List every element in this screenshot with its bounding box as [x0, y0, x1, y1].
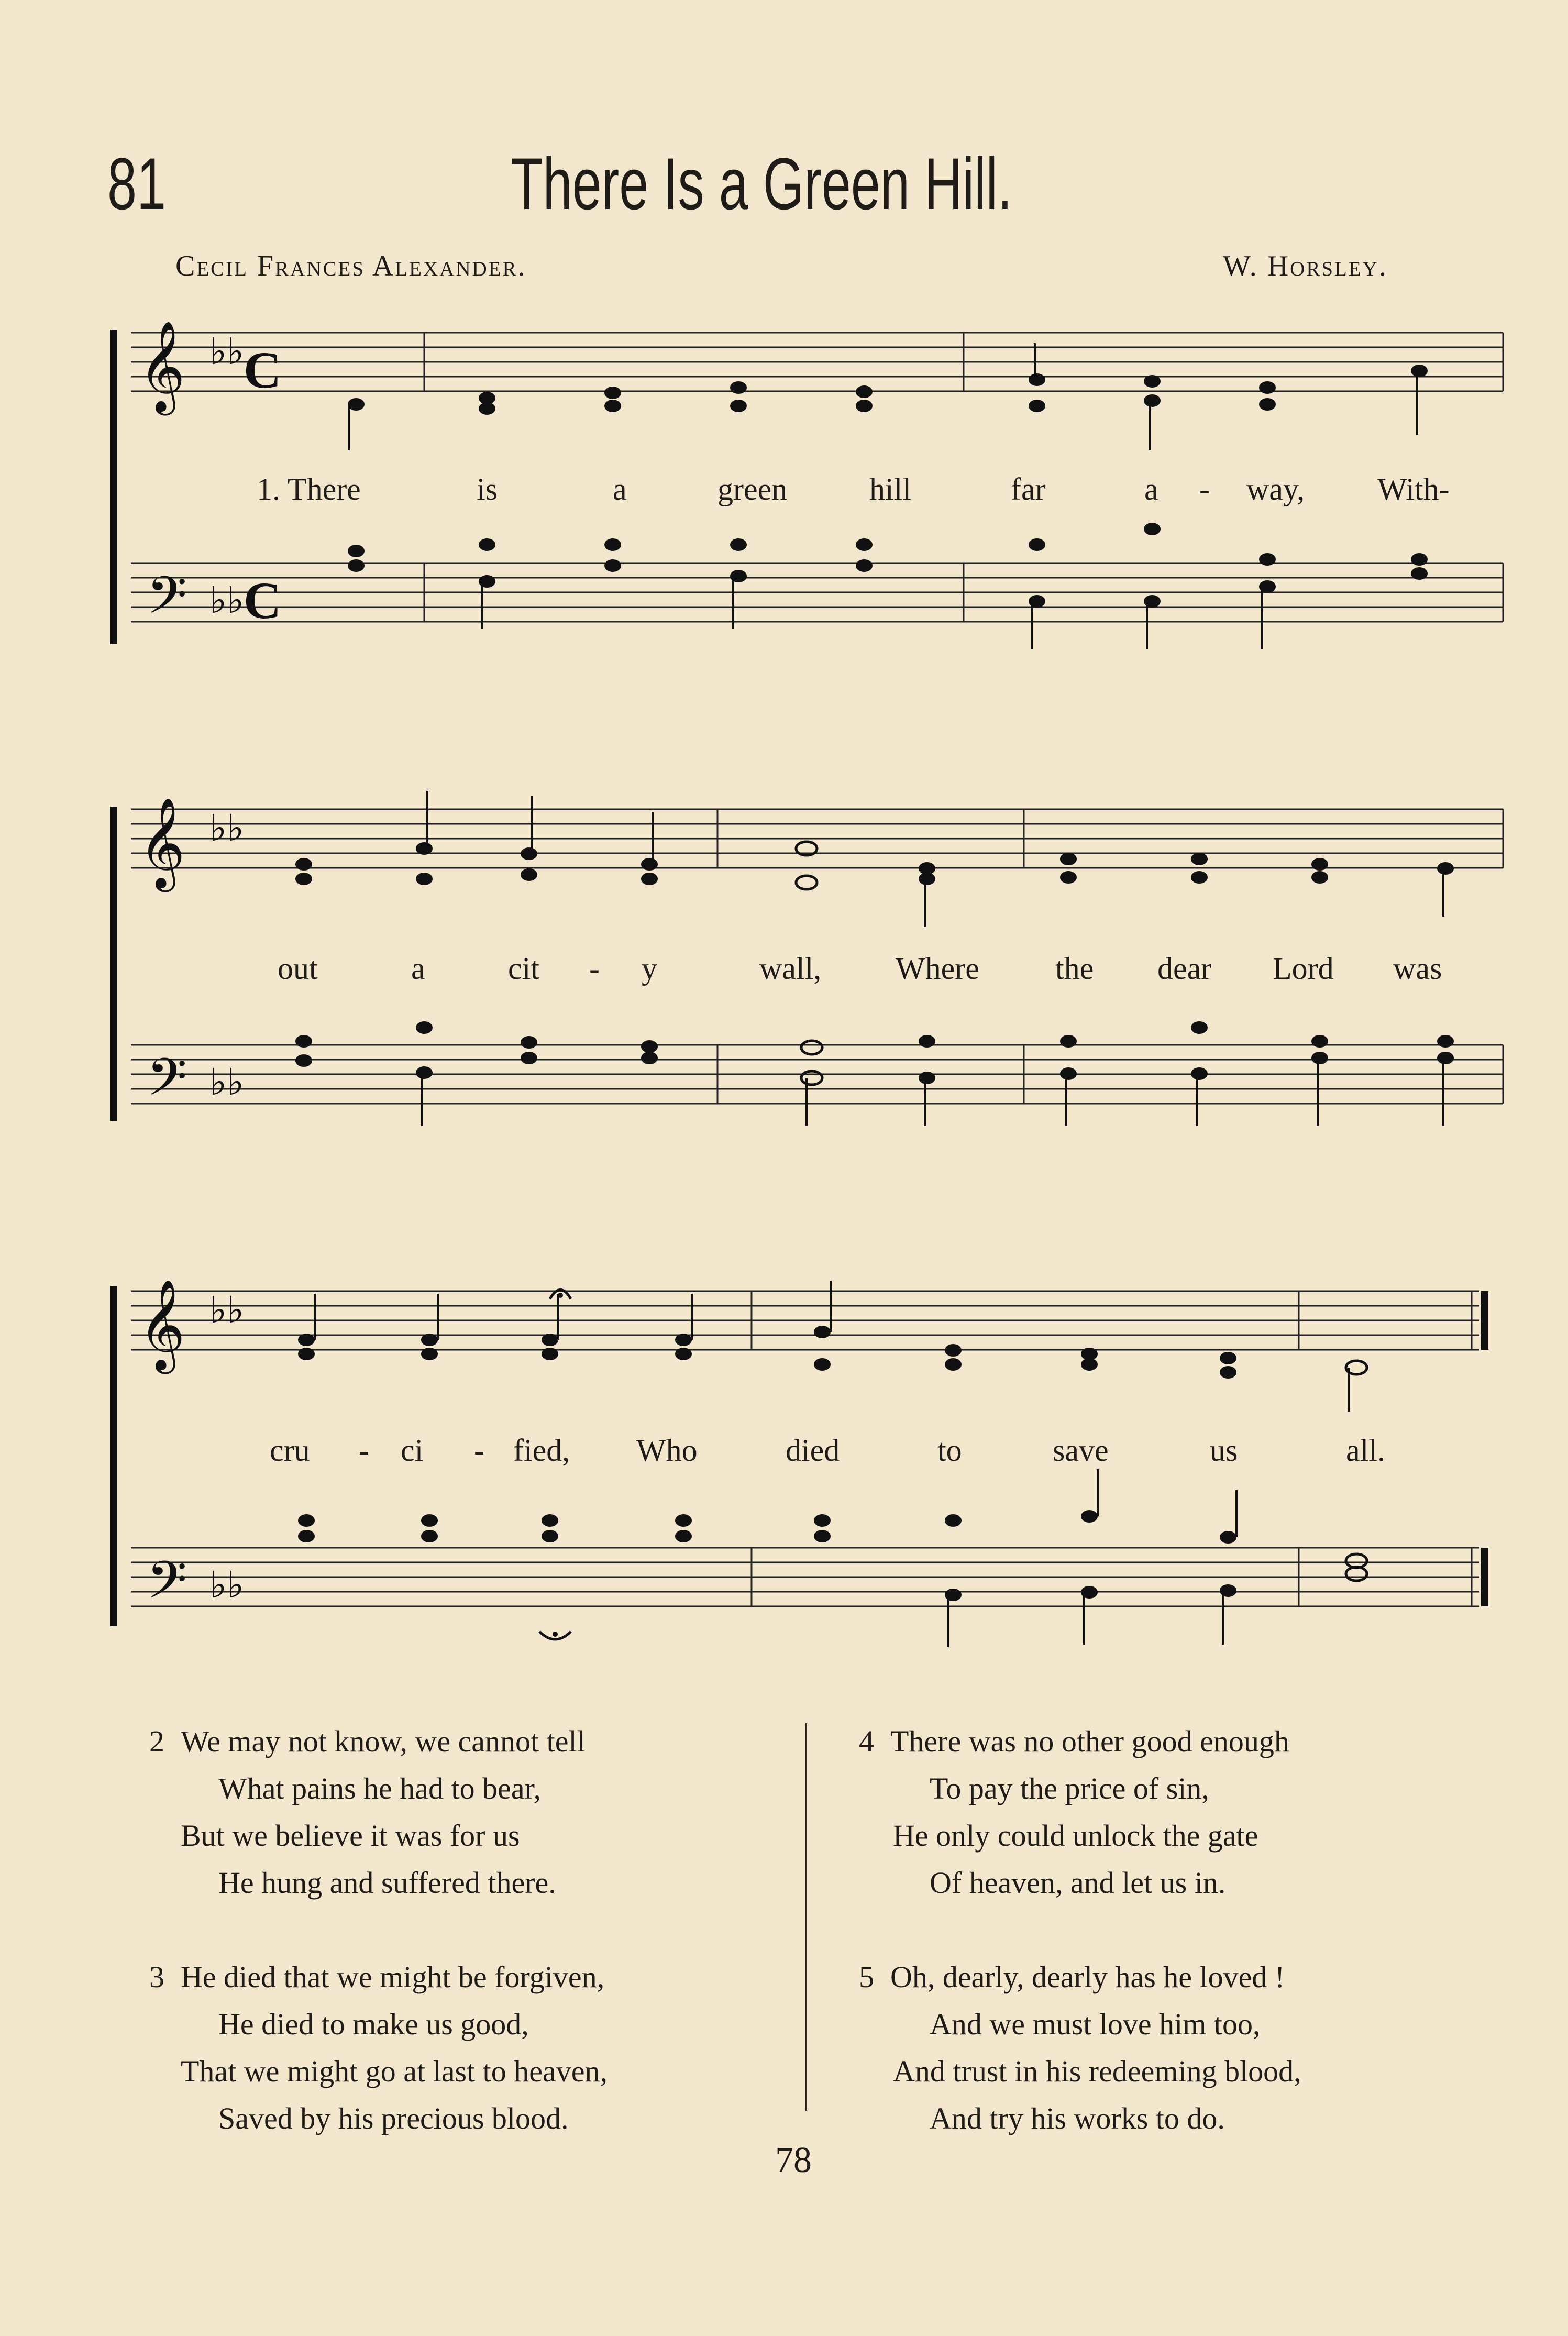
- stanza-number: 3: [149, 1960, 164, 1994]
- svg-text:♭♭: ♭♭: [209, 1563, 245, 1606]
- lyric-hyphen: -: [474, 1433, 484, 1468]
- stanza-line: But we believe it was for us: [181, 1819, 520, 1853]
- stanza-number: 2: [149, 1724, 164, 1758]
- lyric-word: is: [477, 472, 498, 506]
- svg-text:𝄞: 𝄞: [139, 321, 185, 412]
- stanza-number: 5: [859, 1960, 874, 1994]
- stanza-line: There was no other good enough: [890, 1724, 1289, 1758]
- lyric-word: Who: [636, 1433, 698, 1468]
- hymn-title: There Is a Green Hill.: [511, 142, 1012, 225]
- column-divider: [805, 1723, 807, 2111]
- page-number: 78: [775, 2140, 812, 2180]
- lyric-word: to: [937, 1433, 962, 1468]
- lyric-hyphen: -: [1199, 472, 1210, 506]
- stanza-4: [859, 1718, 1301, 1907]
- stanzas-left-column: [149, 1718, 608, 2189]
- svg-text:♭♭: ♭♭: [209, 579, 245, 622]
- svg-text:𝄢: 𝄢: [147, 566, 187, 638]
- stanza-5: [859, 1954, 1301, 2142]
- svg-text:𝄢: 𝄢: [147, 1550, 187, 1623]
- author-credit: Cecil Frances Alexander.: [175, 250, 527, 282]
- stanza-line: Of heaven, and let us in.: [930, 1866, 1226, 1900]
- lyric-word: With-: [1377, 472, 1450, 506]
- stanza-line: He died that we might be forgiven,: [181, 1960, 605, 1994]
- lyric-word: out: [278, 951, 318, 986]
- lyric-word: wall,: [759, 951, 822, 986]
- stanza-line: And trust in his redeeming blood,: [893, 2054, 1301, 2088]
- stanzas-right-column: [859, 1718, 1301, 2189]
- stanza-line: We may not know, we cannot tell: [181, 1724, 586, 1758]
- svg-text:C: C: [244, 341, 282, 399]
- stanza-line: Saved by his precious blood.: [218, 2101, 569, 2135]
- lyric-word: the: [1055, 951, 1094, 986]
- lyric-word: Lord: [1273, 951, 1334, 986]
- svg-text:𝄞: 𝄞: [139, 797, 185, 888]
- svg-text:♭♭: ♭♭: [209, 807, 245, 850]
- lyric-word: cru: [270, 1433, 310, 1468]
- stanza-line: To pay the price of sin,: [930, 1771, 1209, 1805]
- svg-text:𝄢: 𝄢: [147, 1048, 187, 1120]
- stanza-line: He only could unlock the gate: [893, 1819, 1258, 1853]
- lyric-word: a: [411, 951, 425, 986]
- stanza-line: Oh, dearly, dearly has he loved !: [890, 1960, 1285, 1994]
- lyric-word: hill: [869, 472, 912, 506]
- lyric-word: far: [1011, 472, 1046, 506]
- music-system-2: [110, 791, 1514, 1168]
- stanza-2: [149, 1718, 608, 1907]
- hymn-number: 81: [107, 142, 167, 225]
- lyric-word: way,: [1246, 472, 1305, 506]
- stanza-line: And try his works to do.: [930, 2101, 1225, 2135]
- lyric-hyphen: -: [359, 1433, 369, 1468]
- lyric-word: 1. There: [257, 472, 361, 506]
- lyric-word: Where: [896, 951, 979, 986]
- lyric-word: all.: [1346, 1433, 1385, 1468]
- stanza-number: 4: [859, 1724, 874, 1758]
- svg-text:𝄞: 𝄞: [139, 1279, 185, 1370]
- svg-text:C: C: [244, 571, 282, 630]
- svg-text:♭♭: ♭♭: [209, 1061, 245, 1104]
- lyric-word: green: [717, 472, 788, 506]
- lyric-word: us: [1210, 1433, 1238, 1468]
- stanza-3: [149, 1954, 608, 2142]
- lyric-word: was: [1393, 951, 1442, 986]
- svg-text:♭♭: ♭♭: [209, 1288, 245, 1331]
- lyric-word: save: [1053, 1433, 1109, 1468]
- lyric-word: ci: [401, 1433, 424, 1468]
- lyric-word: a: [1144, 472, 1158, 506]
- lyric-word: y: [642, 951, 657, 986]
- stanza-line: And we must love him too,: [930, 2007, 1261, 2041]
- lyric-word: died: [786, 1433, 840, 1468]
- lyric-word: cit: [508, 951, 539, 986]
- stanza-line: That we might go at last to heaven,: [181, 2054, 608, 2088]
- lyric-word: fied,: [513, 1433, 570, 1468]
- lyric-hyphen: -: [589, 951, 600, 986]
- stanza-line: What pains he had to bear,: [218, 1771, 542, 1805]
- lyric-word: a: [613, 472, 627, 506]
- music-system-1: [110, 314, 1514, 691]
- stanza-line: He died to make us good,: [218, 2007, 529, 2041]
- stanza-line: He hung and suffered there.: [218, 1866, 556, 1900]
- music-system-3: [110, 1270, 1514, 1647]
- lyric-word: dear: [1157, 951, 1212, 986]
- composer-credit: W. Horsley.: [1223, 250, 1388, 282]
- svg-text:♭♭: ♭♭: [209, 330, 245, 373]
